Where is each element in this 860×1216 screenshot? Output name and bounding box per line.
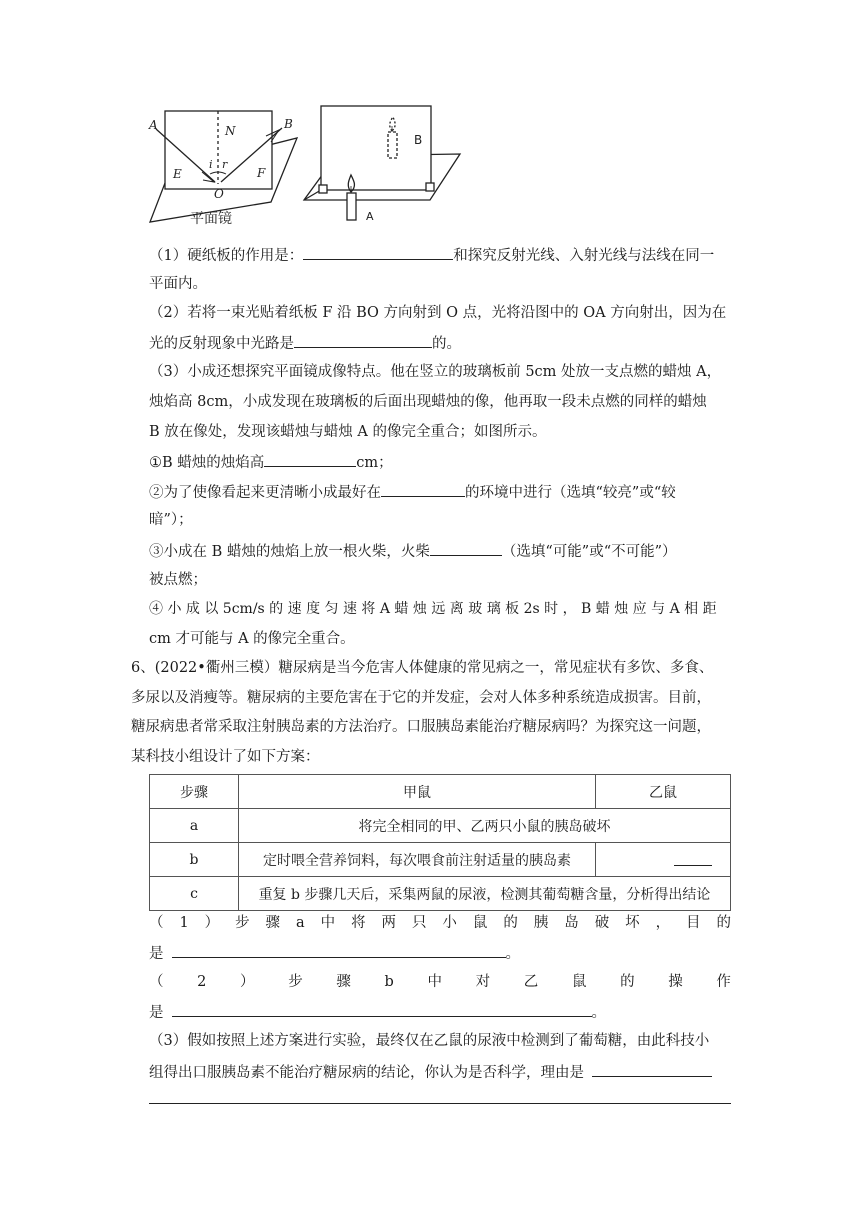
header-step: 步骤 — [150, 775, 239, 809]
answer-blank[interactable] — [674, 850, 712, 866]
q5-part1-line1 — [149, 244, 731, 266]
answer-line-full[interactable] — [149, 1103, 731, 1104]
label-B: B — [284, 117, 293, 131]
q6-intro-text2: 多尿以及消瘦等。糖尿病的主要危害在于它的并发症，会对人体多种系统造成损害。目前， — [131, 690, 711, 706]
table-header-row — [150, 775, 731, 809]
spaced-char: 乙 — [523, 974, 539, 990]
spaced-char: 1 — [179, 915, 189, 931]
label-F: F — [257, 166, 266, 180]
q6-a3-line2 — [149, 1061, 731, 1083]
right-stand — [426, 183, 434, 191]
q5-p2-text: （2）若将一束光贴着纸板 F 沿 BO 方向射到 O 点，光将沿图中的 OA 方向射出，因为在 — [149, 305, 727, 321]
spaced-char: ， — [655, 915, 671, 931]
candle-label-B: B — [414, 133, 423, 147]
q6-a1-line2 — [149, 942, 731, 964]
spaced-char: （ — [149, 974, 164, 990]
q6-a2-line1 — [149, 972, 731, 992]
q5-s2-text3: 暗”）； — [149, 512, 193, 528]
table-row — [150, 877, 731, 911]
q5-sub4-line2 — [149, 629, 731, 649]
spaced-char: 步 — [288, 974, 303, 990]
q5-s2-text2: 的环境中进行（选填“较亮”或“较 — [465, 485, 676, 501]
spaced-char: 鼠 — [472, 915, 488, 931]
q5-sub3-line2 — [149, 570, 731, 590]
spaced-char: 的 — [716, 915, 731, 931]
spaced-char: 中 — [427, 974, 442, 990]
row-b-jia: 定时喂全营养饲料，每次喂食前注射适量的胰岛素 — [239, 843, 596, 877]
answer-blank[interactable] — [172, 1001, 592, 1017]
label-O: O — [214, 187, 224, 201]
q5-sub4-line1 — [149, 599, 731, 619]
spaced-char: 骤 — [265, 915, 281, 931]
q6-intro-line1 — [131, 658, 713, 678]
q5-s1-text2: cm； — [356, 455, 393, 471]
q5-p2-text3: 的。 — [432, 336, 461, 352]
q5-s3-text3: 被点燃； — [149, 572, 207, 588]
spaced-char: 小 — [442, 915, 457, 931]
q5-p1-text3: 平面内。 — [149, 276, 207, 292]
spaced-char: （ — [149, 915, 164, 931]
mirror-image-figure — [304, 106, 460, 220]
q5-part1-line2 — [149, 274, 731, 294]
q5-s4-text2: cm 才可能与 A 的像完全重合。 — [149, 631, 355, 647]
q5-p2-text2: 光的反射现象中光路是 — [149, 336, 294, 352]
row-a-step: a — [150, 809, 239, 843]
row-c-step: c — [150, 877, 239, 911]
q5-s3-text: ③小成在 B 蜡烛的烛焰上放一根火柴，火柴 — [149, 544, 430, 560]
q5-p3-text: （3）小成还想探究平面镜成像特点。他在竖立的玻璃板前 5cm 处放一支点燃的蜡烛 A， — [149, 364, 722, 380]
q6-intro-line3 — [131, 717, 713, 737]
spaced-char: 岛 — [564, 915, 579, 931]
label-i: i — [209, 158, 213, 171]
label-N: N — [225, 124, 236, 138]
spaced-char: 操 — [668, 974, 683, 990]
spaced-char: 将 — [351, 915, 366, 931]
experiment-table — [149, 774, 731, 911]
spaced-char: 的 — [503, 915, 518, 931]
q6-intro-line2 — [131, 688, 713, 708]
answer-blank[interactable] — [172, 942, 506, 958]
q6-a1-end: 。 — [505, 946, 520, 962]
q5-part2-line2 — [149, 332, 731, 354]
q5-p3-text2: 烛焰高 8cm，小成发现在玻璃板的后面出现蜡烛的像，他再取一段未点燃的同样的蜡烛 — [149, 394, 707, 410]
answer-blank[interactable] — [294, 332, 432, 348]
q5-part3-line2 — [149, 392, 731, 412]
q6-a3-text2: 组得出口服胰岛素不能治疗糖尿病的结论，你认为是否科学，理由是 — [149, 1065, 584, 1081]
spaced-char: 中 — [320, 915, 336, 931]
spaced-char: 步 — [235, 915, 250, 931]
candle-label-A: A — [366, 210, 374, 223]
q5-sub2-line1 — [149, 481, 731, 503]
spaced-char: b — [384, 974, 394, 990]
q6-intro-text4: 某科技小组设计了如下方案： — [131, 749, 320, 765]
answer-blank[interactable] — [303, 244, 453, 260]
spaced-char: a — [296, 915, 305, 931]
row-b-step: b — [150, 843, 239, 877]
q5-p1-text2: 和探究反射光线、入射光线与法线在同一 — [453, 248, 715, 264]
spaced-char: 骤 — [336, 974, 351, 990]
q5-sub2-line2 — [149, 510, 731, 530]
q5-p3-text3: B 放在像处，发现该蜡烛与蜡烛 A 的像完全重合；如图所示。 — [149, 424, 547, 440]
q6-a3-line1 — [149, 1031, 731, 1051]
spaced-char: 破 — [594, 915, 610, 931]
table-row — [150, 809, 731, 843]
header-jia: 甲鼠 — [239, 775, 596, 809]
q5-s3-text2: （选填“可能”或“不可能”） — [501, 544, 677, 560]
spaced-char: 目 — [686, 915, 701, 931]
left-stand — [319, 185, 327, 193]
row-c-text: 重复 b 步骤几天后，采集两鼠的尿液，检测其葡萄糖含量，分析得出结论 — [239, 877, 731, 911]
q5-part3-line1 — [149, 362, 731, 382]
spaced-char: 两 — [381, 915, 397, 931]
spaced-char: ） — [204, 915, 220, 931]
spaced-char: 的 — [620, 974, 635, 990]
spaced-char: 胰 — [533, 915, 549, 931]
row-b-yi — [596, 843, 731, 877]
answer-blank[interactable] — [430, 540, 502, 556]
answer-blank[interactable] — [264, 451, 356, 467]
q5-part2-line1 — [149, 303, 731, 323]
experiment-figures — [148, 102, 468, 232]
table-row — [150, 843, 731, 877]
spaced-char: 对 — [475, 974, 491, 990]
q6-a2-end: 。 — [591, 1005, 606, 1021]
q6-intro-text3: 糖尿病患者常采取注射胰岛素的方法治疗。口服胰岛素能治疗糖尿病吗？为探究这一问题， — [131, 719, 711, 735]
spaced-char: 2 — [197, 974, 207, 990]
q6-intro-text: 6、(2022•衢州三模）糖尿病是当今危害人体健康的常见病之一，常见症状有多饮、多食、 — [131, 660, 714, 676]
q5-s1-text: ①B 蜡烛的烛焰高 — [149, 455, 265, 471]
header-yi: 乙鼠 — [596, 775, 731, 809]
q6-a3-text: （3）假如按照上述方案进行实验，最终仅在乙鼠的尿液中检测到了葡萄糖，由此科技小 — [149, 1033, 710, 1049]
answer-blank[interactable] — [381, 481, 465, 497]
spaced-char: 只 — [411, 915, 427, 931]
q6-a2-text: 是 — [149, 1005, 164, 1021]
spaced-char: 坏 — [625, 915, 640, 931]
spaced-char: ） — [240, 974, 255, 990]
q6-intro-line4 — [131, 747, 713, 767]
row-a-text: 将完全相同的甲、乙两只小鼠的胰岛破坏 — [239, 809, 731, 843]
q5-sub3-line1 — [149, 540, 731, 562]
candle-a — [347, 193, 356, 220]
q5-sub1 — [149, 451, 731, 473]
spaced-char: 作 — [716, 974, 731, 990]
mirror-caption: 平面镜 — [190, 211, 232, 227]
q5-part3-line3 — [149, 422, 731, 442]
q5-s2-text: ②为了使像看起来更清晰小成最好在 — [149, 485, 381, 501]
answer-blank[interactable] — [592, 1061, 712, 1077]
q6-a1-line1 — [149, 913, 731, 933]
q6-a2-line2 — [149, 1001, 731, 1023]
glass-plate — [321, 106, 431, 190]
q5-p1-text: （1）硬纸板的作用是： — [149, 248, 304, 264]
label-r: r — [222, 158, 228, 171]
spaced-char: 鼠 — [571, 974, 587, 990]
label-E: E — [173, 167, 182, 181]
label-A: A — [149, 118, 158, 132]
q5-s4-text: ④ 小 成 以 5cm/s 的 速 度 匀 速 将 A 蜡 烛 远 离 玻 璃 板 2s 时 ， B 蜡 烛 应 与 A 相 距 — [149, 601, 717, 617]
q6-a1-text: 是 — [149, 946, 164, 962]
